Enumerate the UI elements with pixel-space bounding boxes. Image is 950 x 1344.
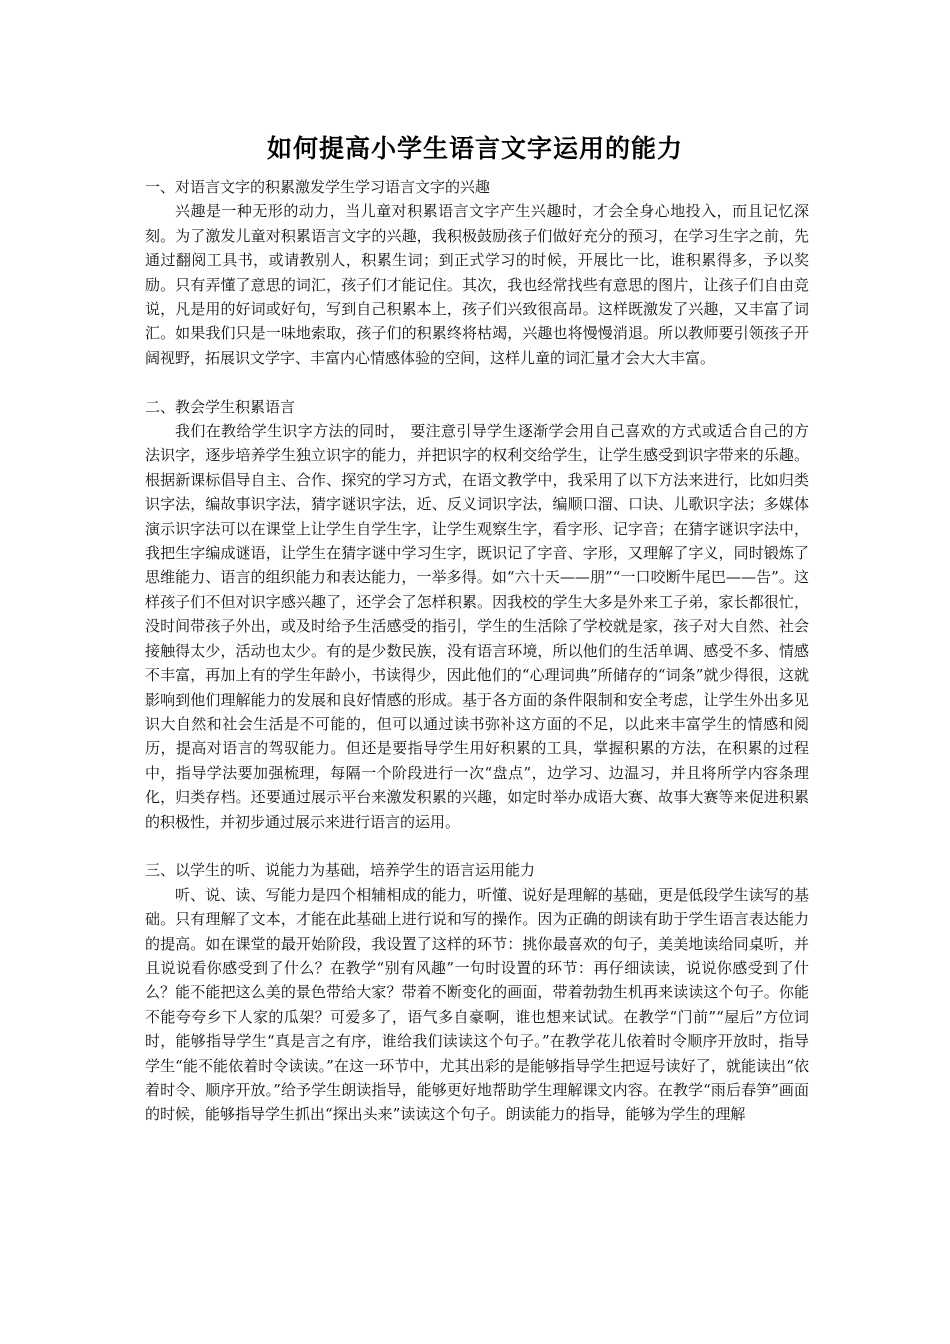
section-2 [145,395,809,834]
section-1 [145,175,809,370]
section-3-paragraph: 听、说、读、写能力是四个相辅相成的能力，听懂、说好是理解的基础，更是低段学生读写的基础。只有理解了文本，才能在此基础上进行说和写的操作。因为正确的朗读有助于学生语言表达能力的提高。如在课堂的最开始阶段，我设置了这样的环节：挑你最喜欢的句子，美美地读给同桌听，并且说说看你感受到了什么？在教学“别有风趣”一句时设置的环节：再仔细读读，说说你感受到了什么？能不能把这么美的景色带给大家？带着不断变化的画面，带着勃勃生机再来读读这个句子。你能不能夸夸乡下人家的瓜架？可爱多了，语气多自豪啊，谁也想来试试。在教学“门前”“屋后”方位词时，能够指导学生“真是言之有序，谁给我们读读这个句子。”在教学花儿依着时令顺序开放时，指导学生“能不能依着时令读读。”在这一环节中，尤其出彩的是能够指导学生把逗号读好了，就能读出“依着时令、顺序开放。”给予学生朗读指导，能够更好地帮助学生理解课文内容。在教学“雨后春笋”画面的时候，能够指导学生抓出“探出头来”读读这个句子。朗读能力的指导，能够为学生的理解 [145,885,809,1124]
document-body [145,175,809,1127]
section-3-heading: 三、以学生的听、说能力为基础，培养学生的语言运用能力 [145,861,536,880]
section-2-heading: 二、教会学生积累语言 [145,397,296,416]
section-3 [145,858,809,1126]
document-title: 如何提高小学生语言文字运用的能力 [266,134,683,163]
section-1-paragraph: 兴趣是一种无形的动力，当儿童对积累语言文字产生兴趣时，才会全身心地投入，而且记忆深刻。为了激发儿童对积累语言文字的兴趣，我积极鼓励孩子们做好充分的预习，在学习生字之前，先通过翻阅工具书，或请教别人，积累生词；到正式学习的时候，开展比一比，谁积累得多，予以奖励。只有弄懂了意思的词汇，孩子们才能记住。其次，我也经常找些有意思的图片，让孩子们自由竞说，凡是用的好词或好句，写到自己积累本上，孩子们兴致很高昂。这样既激发了兴趣，又丰富了词汇。如果我们只是一味地索取，孩子们的积累终将枯竭，兴趣也将慢慢消退。所以教师要引领孩子开阔视野，拓展识文学字、丰富内心情感体验的空间，这样儿童的词汇量才会大大丰富。 [145,202,809,367]
section-2-paragraph: 我们在教给学生识字方法的同时， 要注意引导学生逐渐学会用自己喜欢的方式或适合自己的方法识字，逐步培养学生独立识字的能力，并把识字的权利交给学生，让学生感受到识字带来的乐趣。根据新课标倡导自主、合作、探究的学习方式，在语文教学中，我采用了以下方法来进行，比如归类识字法，编故事识字法，猜字谜识字法，近、反义词识字法，编顺口溜、口诀、儿歌识字法；多媒体演示识字法可以在课堂上让学生自学生字，让学生观察生字，看字形、记字音；在猜字谜识字法中，我把生字编成谜语，让学生在猜字谜中学习生字，既识记了字音、字形，又理解了字义，同时锻炼了思维能力、语言的组织能力和表达能力，一举多得。如“六十天——朋”“一口咬断牛尾巴——告”。这样孩子们不但对识字感兴趣了，还学会了怎样积累。因我校的学生大多是外来工子弟，家长都很忙，没时间带孩子外出，或及时给予生活感受的指引，学生的生活除了学校就是家，孩子对大自然、社会接触得太少，活动也太少。有的是少数民族，没有语言环境，所以他们的生活单调、感受不多、情感不丰富，再加上有的学生年龄小，书读得少，因此他们的“心理词典”所储存的“词条”就少得很，这就影响到他们理解能力的发展和良好情感的形成。基于各方面的条件限制和安全考虑，让学生外出多见识大自然和社会生活是不可能的，但可以通过读书弥补这方面的不足，以此来丰富学生的情感和阅历，提高对语言的驾驭能力。但还是要指导学生用好积累的工具，掌握积累的方法，在积累的过程中，指导学法要加强梳理，每隔一个阶段进行一次“盘点”，边学习、边温习，并且将所学内容条理化，归类存档。还要通过展示平台来激发积累的兴趣，如定时举办成语大赛、故事大赛等来促进积累的积极性，并初步通过展示来进行语言的运用。 [145,422,809,831]
section-1-heading: 一、对语言文字的积累激发学生学习语言文字的兴趣 [145,178,491,196]
